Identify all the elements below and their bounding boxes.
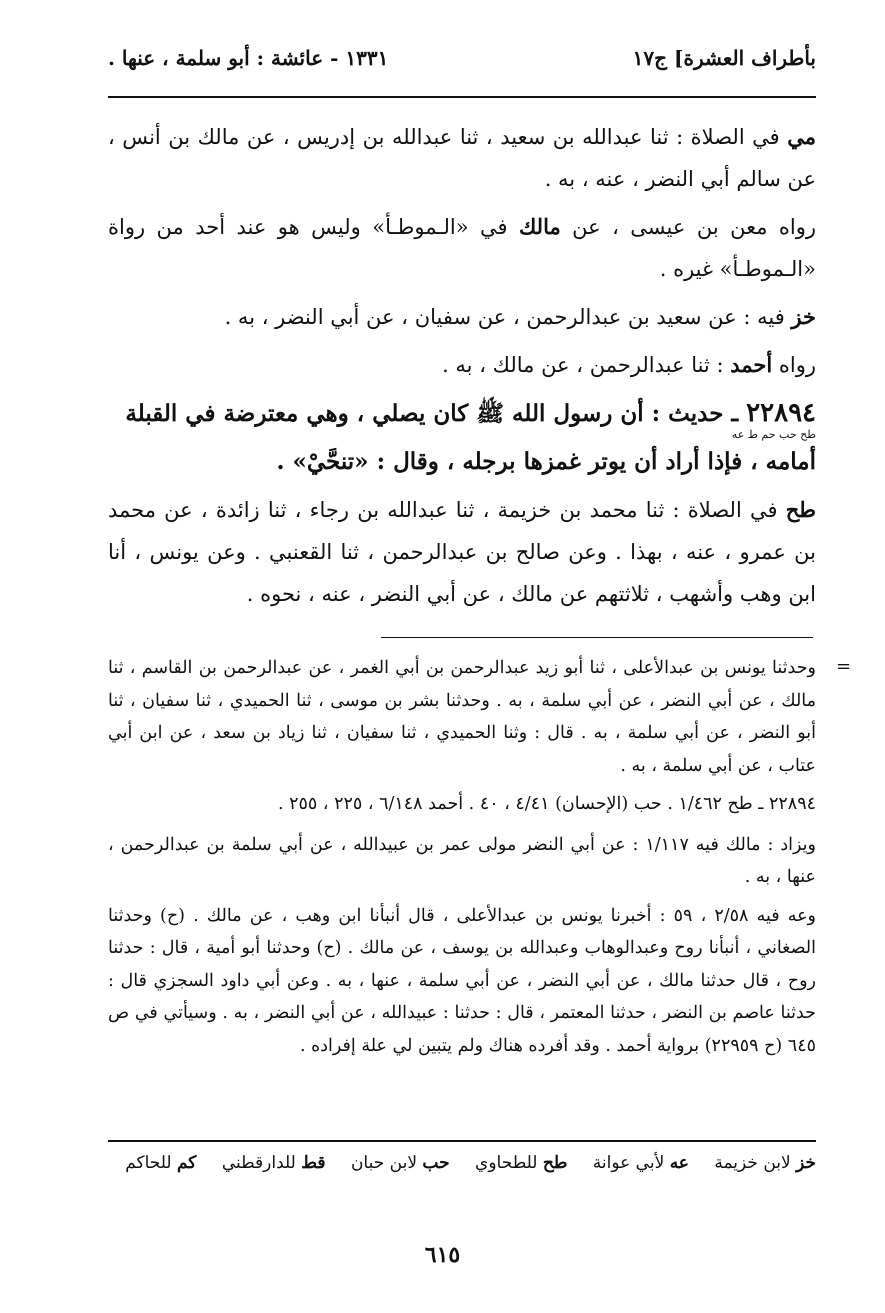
legend-label: لابن حبان — [350, 1153, 423, 1173]
legend-item — [351, 1153, 450, 1173]
legend-abbr: حب — [422, 1153, 450, 1173]
source-abbr: مي — [787, 124, 816, 149]
hadith-sigla: طح حب حم ط عه — [731, 428, 816, 441]
footnotes — [108, 652, 816, 1068]
narrator-name: أحمد — [730, 352, 773, 377]
paragraph-text: رواه — [772, 353, 816, 377]
footnote-continued: وحدثنا يونس بن عبدالأعلى ، ثنا أبو زيد عبدالرحمن بن أبي الغمر ، عن عبدالرحمن بن القاسم ، ثنا مالك ، عن أبي النضر ، عن أبي سلمة ، به . وحدثنا بشر بن موسى ، ثنا الحميدي ، ثنا سفيان ، ثنا أبو النضر ، عن أبي سلمة ، به . قال : وثنا الحميدي ، ثنا سفيان ، ثنا زياد بن سعد ، عن ابن أبي عتاب ، عن أبي سلمة ، به . — [108, 658, 816, 776]
running-header — [108, 46, 816, 86]
paragraph-text: رواه معن بن عيسى ، عن — [560, 215, 817, 239]
paragraph-maan — [108, 206, 816, 290]
hadith-text: ـ حديث : أن رسول الله ﷺ كان يصلي ، وهي معترضة في القبلة — [125, 400, 747, 427]
paragraph-text: في الصلاة : ثنا عبدالله بن سعيد ، ثنا عبدالله بن إدريس ، عن مالك بن أنس ، عن سالم أبي النضر ، عنه ، به . — [108, 125, 816, 191]
hadith-line-1 — [108, 392, 816, 435]
footnote-rule — [381, 637, 813, 638]
legend-abbr: كم — [176, 1153, 197, 1173]
page-number: ٦١٥ — [424, 1242, 461, 1268]
paragraph-mi — [108, 116, 816, 200]
paragraph-ahmad — [108, 344, 816, 386]
paragraph-text: : ثنا عبدالرحمن ، عن مالك ، به . — [442, 353, 731, 377]
legend-label: لابن خزيمة — [714, 1153, 797, 1173]
legend-item — [475, 1153, 567, 1173]
narrator-name: مالك — [518, 214, 561, 239]
source-abbr: خز — [791, 304, 816, 329]
hadith-entry — [108, 392, 816, 483]
paragraph-text: فيه : عن سعيد بن عبدالرحمن ، عن سفيان ، عن أبي النضر ، به . — [224, 305, 792, 329]
header-book-title: بأطراف العشرة] ج١٧ — [632, 46, 816, 70]
legend-abbr: قط — [301, 1153, 326, 1173]
abbreviation-legend — [125, 1153, 816, 1173]
legend-item — [125, 1153, 196, 1173]
legend-abbr: عه — [669, 1153, 689, 1173]
legend-item — [714, 1153, 816, 1173]
legend-label: للحاكم — [125, 1153, 177, 1173]
hadith-line-2: أمامه ، فإذا أراد أن يوتر غمزها برجله ، وقال : «تنحَّيْ» . — [276, 448, 816, 475]
hadith-number: ٢٢٨٩٤ — [746, 398, 816, 428]
header-rule — [108, 96, 816, 98]
legend-item — [593, 1153, 689, 1173]
footnote-sources: ٢٢٨٩٤ ـ طح ١/٤٦٢ . حب (الإحسان) ٤/٤١ ، ٤٠ . أحمد ٦/١٤٨ ، ٢٢٥ ، ٢٥٥ . — [277, 794, 816, 814]
continuation-marker: = — [836, 656, 852, 677]
source-abbr: طح — [785, 497, 816, 522]
legend-rule — [108, 1140, 816, 1142]
legend-abbr: خز — [796, 1153, 816, 1173]
paragraph-text: في الصلاة : ثنا محمد بن خزيمة ، ثنا عبدالله بن رجاء ، ثنا زائدة ، عن محمد بن عمرو ، عنه ، بهذا . وعن صالح بن عبدالرحمن ، ثنا القعنبي . وعن يونس ، أنا ابن وهب وأشهب ، ثلاثتهم عن مالك ، عن أبي النضر ، عنه ، نحوه . — [108, 498, 816, 606]
legend-label: لأبي عوانة — [592, 1153, 670, 1173]
paragraph-text: في «الـموطـأ» وليس هو عند أحد من رواة «الـموطـأ» غيره . — [108, 215, 816, 281]
paragraph-khuz — [108, 296, 816, 338]
paragraph-tahawi — [108, 489, 816, 615]
legend-label: للدارقطني — [221, 1153, 302, 1173]
footnote-addition-malik: ويزاد : مالك فيه ١/١١٧ : عن أبي النضر مولى عمر بن عبيدالله ، عن أبي سلمة بن عبدالرحمن ، عنها ، به . — [108, 834, 816, 887]
legend-label: للطحاوي — [475, 1153, 543, 1173]
header-section-title: ١٣٣١ - عائشة : أبو سلمة ، عنها . — [108, 46, 389, 70]
legend-item — [222, 1153, 326, 1173]
legend-abbr: طح — [542, 1153, 568, 1173]
footnote-addition-awana: وعه فيه ٢/٥٨ ، ٥٩ : أخبرنا يونس بن عبدالأعلى ، قال أنبأنا ابن وهب ، عن مالك . (ح) وحدثنا الصغاني ، أنبأنا روح وعبدالوهاب وعبدالله بن يوسف ، عن مالك . (ح) وحدثنا أبو أمية ، قال : حدثنا روح ، قال حدثنا مالك ، عن أبي النضر ، عن أبي سلمة ، عنها ، به . وعن أبي داود السجزي قال : حدثنا عاصم بن النضر ، حدثنا المعتمر ، قال : حدثنا : عبيدالله ، عن أبي النضر ، به . وسيأتي في ص ٦٤٥ (ح ٢٢٩٥٩) برواية أحمد . وقد أفرده هناك ولم يتبين لي علة إفراده . — [108, 905, 816, 1056]
main-text — [108, 116, 816, 621]
